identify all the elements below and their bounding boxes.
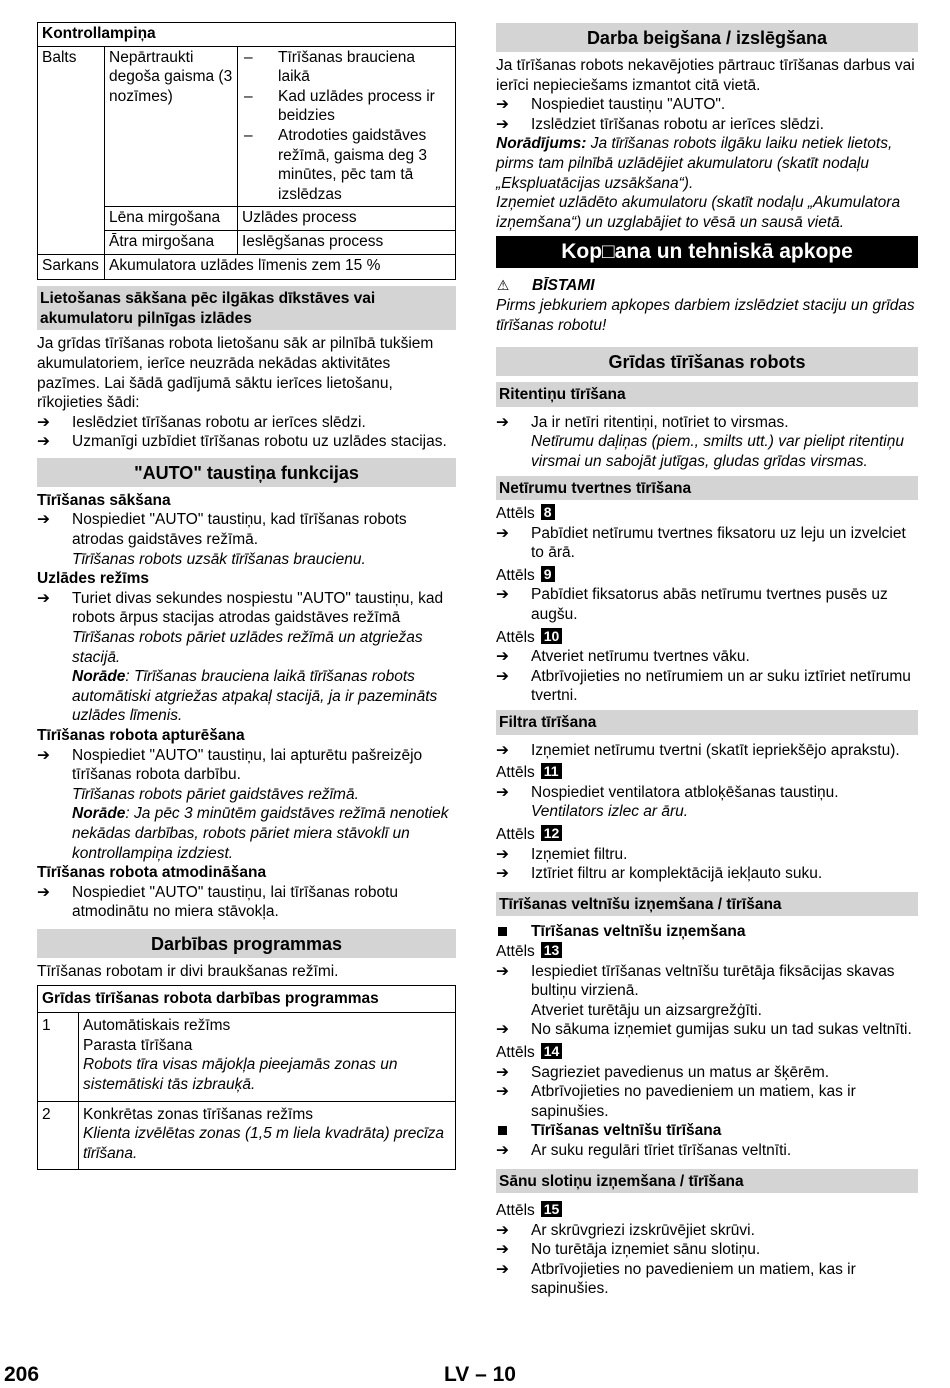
continuous-light-label: Nepārtraukti degoša gaisma (3 nozīmes) bbox=[105, 46, 238, 207]
left-column bbox=[37, 22, 456, 1170]
rollers-step: ➔ Ar suku regulāri tīriet tīrīšanas veltnīti. bbox=[496, 1141, 792, 1159]
programs-intro: Tīrīšanas robotam ir divi braukšanas režīmi. bbox=[37, 962, 339, 980]
rollers-subheading-remove: Tīrīšanas veltnīšu izņemšana bbox=[496, 922, 918, 942]
tank-step: ➔ Pabīdiet netīrumu tvertnes fiksatoru uz leju un izvelciet to ārā. bbox=[496, 524, 906, 562]
list-item: – Kad uzlādes process ir beidzies bbox=[244, 87, 435, 125]
restart-text: Ja grīdas tīrīšanas robota lietošanu sāk ar pilnībā tukšiem akumulatoriem, ierīce neuzrāda nekādas aktivitātes pazīmes. Lai šādā gadījumā sāktu ierīces lietošanu, rīkojieties šādi: bbox=[37, 335, 434, 412]
restart-step: ➔ Ieslēdziet tīrīšanas robotu ar ierīces slēdzi. bbox=[37, 413, 366, 431]
finish-text: Ja tīrīšanas robots nekavējoties pārtrauc tīrīšanas darbus vai ierīci nepieciešams izmantot citā vietā. bbox=[496, 57, 915, 94]
arrow-icon: ➔ bbox=[37, 511, 50, 529]
finish-note-2: Izņemiet uzlādēto akumulatoru (skatīt nodaļu „Akumulatora izņemšana“) un uzglabājiet to vēsā un sausā vietā. bbox=[496, 194, 901, 231]
finish-note: Norādījums: Ja tīrīšanas robots ilgāku laiku netiek lietots, pirms tam pilnībā uzlādējiet akumulatoru (skatīt nodaļu „Ekspluatācijas uzsākšana“). bbox=[496, 135, 893, 192]
arrow-icon: ➔ bbox=[496, 962, 509, 980]
figure-ref: Attēls 11 bbox=[496, 763, 918, 783]
red-lamp-value: Akumulatora uzlādes līmenis zem 15 % bbox=[105, 254, 456, 280]
tank-step: ➔ Pabīdiet fiksatorus abās netīrumu tvertnes pusēs uz augšu. bbox=[496, 586, 888, 624]
start-cleaning-heading: Tīrīšanas sākšana bbox=[37, 491, 171, 509]
side-step: ➔ Ar skrūvgriezi izskrūvējiet skrūvi. bbox=[496, 1221, 755, 1239]
arrow-icon: ➔ bbox=[496, 413, 509, 431]
programs-table-header: Grīdas tīrīšanas robota darbības programmas bbox=[38, 985, 456, 1013]
arrow-icon: ➔ bbox=[37, 413, 50, 431]
finish-step: ➔ Nospiediet taustiņu "AUTO". bbox=[496, 96, 726, 114]
arrow-icon: ➔ bbox=[496, 586, 509, 604]
stop-heading: Tīrīšanas robota apturēšana bbox=[37, 727, 245, 744]
arrow-icon: ➔ bbox=[496, 783, 509, 801]
restart-step: ➔ Uzmanīgi uzbīdiet tīrīšanas robotu uz uzlādes stacijas. bbox=[37, 433, 447, 451]
table-row: 2 Konkrētas zonas tīrīšanas režīms Klienta izvēlētas zonas (1,5 m liela kvadrāta) precīza tīrīšana. bbox=[38, 1101, 456, 1170]
programs-heading: Darbības programmas bbox=[37, 929, 456, 958]
arrow-icon: ➔ bbox=[496, 741, 509, 759]
arrow-icon: ➔ bbox=[496, 1063, 509, 1081]
wheels-step: ➔ Ja ir netīri ritentiņi, notīriet to virsmas. bbox=[496, 413, 789, 431]
right-column bbox=[496, 22, 918, 1299]
figure-ref: Attēls 8 bbox=[496, 504, 918, 524]
tank-step: ➔ Atbrīvojieties no netīrumiem un ar suku iztīriet netīrumu tvertni. bbox=[496, 667, 911, 705]
white-lamp-label: Balts bbox=[38, 46, 105, 254]
rollers-step: ➔ No sākuma izņemiet gumijas suku un tad sukas veltnīti. bbox=[496, 1021, 912, 1039]
arrow-icon: ➔ bbox=[496, 1221, 509, 1239]
tank-step: ➔ Atveriet netīrumu tvertnes vāku. bbox=[496, 648, 750, 666]
figure-ref: Attēls 14 bbox=[496, 1043, 918, 1063]
charge-step: ➔ Turiet divas sekundes nospiestu "AUTO" taustiņu, kad robots ārpus stacijas atrodas gaidstāves režīmā bbox=[37, 589, 444, 627]
arrow-icon: ➔ bbox=[37, 883, 50, 901]
arrow-icon: ➔ bbox=[37, 746, 50, 764]
robot-heading: Grīdas tīrīšanas robots bbox=[496, 347, 918, 376]
finish-heading: Darba beigšana / izslēgšana bbox=[496, 23, 918, 52]
figure-ref: Attēls 12 bbox=[496, 825, 918, 845]
filter-step: ➔ Nospiediet ventilatora atbloķēšanas taustiņu. bbox=[496, 783, 839, 801]
arrow-icon: ➔ bbox=[496, 115, 509, 133]
side-step: ➔ Atbrīvojieties no pavedieniem un matiem, kas ir sapinušies. bbox=[496, 1260, 856, 1298]
arrow-icon: ➔ bbox=[496, 1021, 509, 1039]
filter-step: ➔ Izņemiet filtru. bbox=[496, 845, 628, 863]
arrow-icon: ➔ bbox=[496, 667, 509, 685]
side-brush-heading: Sānu slotiņu izņemšana / tīrīšana bbox=[496, 1169, 918, 1194]
rollers-subheading-clean: Tīrīšanas veltnīšu tīrīšana bbox=[496, 1121, 918, 1141]
stop-result: Tīrīšanas robots pāriet gaidstāves režīmā. bbox=[72, 785, 359, 803]
arrow-icon: ➔ bbox=[496, 648, 509, 666]
square-bullet-icon bbox=[498, 927, 507, 936]
danger-text: Pirms jebkuriem apkopes darbiem izslēdziet staciju un grīdas tīrīšanas robotu! bbox=[496, 296, 915, 334]
charge-mode-heading: Uzlādes režīms bbox=[37, 570, 149, 588]
arrow-icon: ➔ bbox=[496, 845, 509, 863]
slow-blink-value: Uzlādes process bbox=[238, 207, 456, 231]
arrow-icon: ➔ bbox=[496, 1083, 509, 1101]
square-bullet-icon bbox=[498, 1126, 507, 1135]
arrow-icon: ➔ bbox=[37, 589, 50, 607]
start-result: Tīrīšanas robots uzsāk tīrīšanas braucienu. bbox=[72, 550, 366, 568]
arrow-icon: ➔ bbox=[496, 1141, 509, 1159]
wake-step: ➔ Nospiediet "AUTO" taustiņu, lai tīrīšanas robotu atmodinātu no miera stāvokļa. bbox=[37, 883, 399, 921]
fast-blink-label: Ātra mirgošana bbox=[105, 230, 238, 254]
danger-label: ⚠ BĪSTAMI bbox=[496, 277, 595, 295]
rollers-step: ➔ Sagrieziet pavedienus un matus ar šķērēm. bbox=[496, 1063, 830, 1081]
auto-heading: "AUTO" taustiņa funkcijas bbox=[37, 458, 456, 487]
figure-ref: Attēls 10 bbox=[496, 628, 918, 648]
charge-result: Tīrīšanas robots pāriet uzlādes režīmā un atgriežas stacijā. bbox=[72, 629, 423, 666]
fast-blink-value: Ieslēgšanas process bbox=[238, 230, 456, 254]
stop-step: ➔ Nospiediet "AUTO" taustiņu, lai apturētu pašreizējo tīrīšanas robota darbību. bbox=[37, 746, 423, 784]
list-item: – Atrodoties gaidstāves režīmā, gaisma deg 3 minūtes, pēc tam tā izslēdzas bbox=[244, 126, 428, 203]
page-label: LV – 10 bbox=[444, 1363, 516, 1386]
figure-ref: Attēls 9 bbox=[496, 566, 918, 586]
indicator-lamp-table bbox=[37, 22, 456, 280]
wake-heading: Tīrīšanas robota atmodināšana bbox=[37, 864, 267, 882]
arrow-icon: ➔ bbox=[496, 865, 509, 883]
side-step: ➔ No turētāja izņemiet sānu slotiņu. bbox=[496, 1241, 761, 1259]
filter-heading: Filtra tīrīšana bbox=[496, 710, 918, 735]
wheels-heading: Ritentiņu tīrīšana bbox=[496, 382, 918, 407]
filter-step: ➔ Iztīriet filtru ar komplektācijā iekļauto suku. bbox=[496, 865, 823, 883]
rollers-step-continued: Atveriet turētāju un aizsargrežģīti. bbox=[531, 1001, 762, 1019]
filter-step: ➔ Izņemiet netīrumu tvertni (skatīt iepriekšējo aprakstu). bbox=[496, 741, 900, 759]
stop-note: Norāde: Ja pēc 3 minūtēm gaidstāves režīmā nenotiek nekādas darbības, robots pāriet miera stāvoklī un kontrollampiņa izdziest. bbox=[72, 805, 449, 862]
continuous-light-items bbox=[238, 46, 456, 207]
restart-heading: Lietošanas sākšana pēc ilgākas dīkstāves vai akumulatoru pilnīgas izlādes bbox=[37, 286, 456, 330]
rollers-step: ➔ Iespiediet tīrīšanas veltnīšu turētāja fiksācijas skavas bultiņu virzienā. bbox=[496, 962, 895, 1000]
figure-ref: Attēls 15 bbox=[496, 1201, 918, 1221]
slow-blink-label: Lēna mirgošana bbox=[105, 207, 238, 231]
warning-triangle-icon: ⚠ bbox=[496, 277, 510, 294]
danger-block bbox=[496, 276, 918, 335]
page-number: 206 bbox=[4, 1363, 40, 1386]
filter-result: Ventilators izlec ar āru. bbox=[531, 803, 689, 821]
table-row: 1 Automātiskais režīms Parasta tīrīšana Robots tīra visas mājokļa pieejamās zonas un sistemātiski tās izbrauķā. bbox=[38, 1013, 456, 1101]
finish-step: ➔ Izslēdziet tīrīšanas robotu ar ierīces slēdzi. bbox=[496, 115, 824, 133]
charge-note: Norāde: Tīrīšanas brauciena laikā tīrīšanas robots automātiski atgriežas atpakaļ stacijā, ja ir pazemināts uzlādes līmenis. bbox=[72, 668, 438, 725]
arrow-icon: ➔ bbox=[37, 433, 50, 451]
rollers-step: ➔ Atbrīvojieties no pavedieniem un matiem, kas ir sapinušies. bbox=[496, 1083, 856, 1120]
red-lamp-label: Sarkans bbox=[38, 254, 105, 280]
rollers-heading: Tīrīšanas veltnīšu izņemšana / tīrīšana bbox=[496, 892, 918, 917]
lamp-table-header: Kontrollampiņa bbox=[38, 23, 456, 47]
arrow-icon: ➔ bbox=[496, 1241, 509, 1259]
wheels-note: Netīrumu daļiņas (piem., smilts utt.) var pielipt ritentiņu virsmai un sabojāt jutīgas, gludas grīdas virsmas. bbox=[531, 433, 904, 470]
tank-heading: Netīrumu tvertnes tīrīšana bbox=[496, 476, 918, 501]
figure-ref: Attēls 13 bbox=[496, 942, 918, 962]
programs-table bbox=[37, 985, 456, 1171]
start-step: ➔ Nospiediet "AUTO" taustiņu, kad tīrīšanas robots atrodas gaidstāves režīmā. bbox=[37, 511, 407, 549]
list-item: – Tīrīšanas brauciena laikā bbox=[244, 48, 415, 86]
arrow-icon: ➔ bbox=[496, 96, 509, 114]
arrow-icon: ➔ bbox=[496, 1260, 509, 1278]
arrow-icon: ➔ bbox=[496, 524, 509, 542]
maintenance-heading: Kop□ana un tehniskā apkope bbox=[496, 236, 918, 268]
